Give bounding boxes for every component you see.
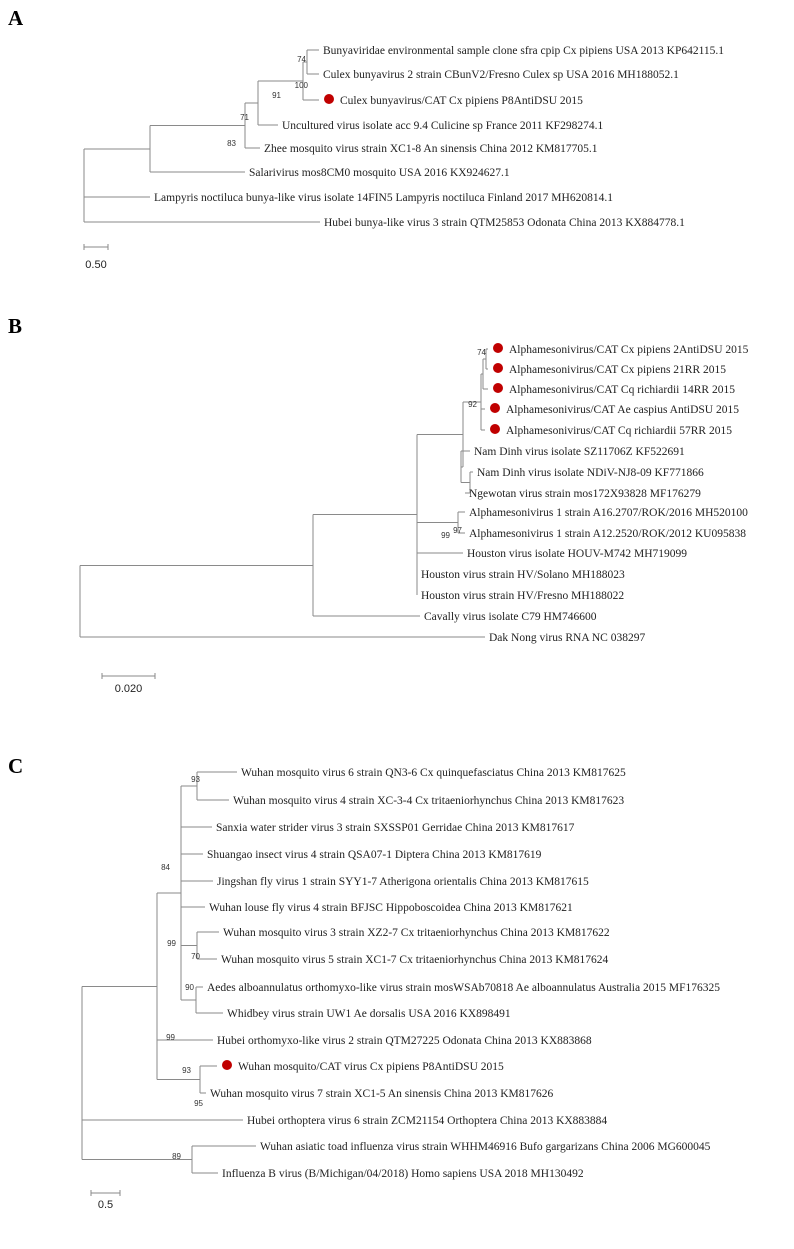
leaf-label: Houston virus strain HV/Fresno MH188022 xyxy=(421,590,625,602)
leaf-label: Hubei orthomyxo-like virus 2 strain QTM27225 Odonata China 2013 KX883868 xyxy=(217,1035,592,1047)
leaf-label: Alphamesonivirus/CAT Cx pipiens 2AntiDSU 2015 xyxy=(509,344,749,356)
scale-bar-label: 0.50 xyxy=(85,259,107,271)
leaf-label: Uncultured virus isolate acc 9.4 Culicine sp France 2011 KF298274.1 xyxy=(282,120,604,132)
leaf-label: Jingshan fly virus 1 strain SYY1-7 Atherigona orientalis China 2013 KM817615 xyxy=(217,876,589,888)
panel-letter-c: C xyxy=(8,754,24,778)
bootstrap-value: 84 xyxy=(161,863,170,872)
panel-letter-a: A xyxy=(8,6,24,30)
leaf-label: Salarivirus mos8CM0 mosquito USA 2016 KX924627.1 xyxy=(249,167,510,179)
leaf-label: Wuhan asiatic toad influenza virus strain WHHM46916 Bufo gargarizans China 2006 MG600045 xyxy=(260,1141,711,1153)
leaf-label: Ngewotan virus strain mos172X93828 MF176279 xyxy=(469,488,701,500)
bootstrap-value: 71 xyxy=(240,113,249,122)
bootstrap-value: 100 xyxy=(294,81,308,90)
bootstrap-value: 99 xyxy=(166,1033,175,1042)
leaf-label: Alphamesonivirus 1 strain A12.2520/ROK/2012 KU095838 xyxy=(469,528,746,540)
bootstrap-value: 95 xyxy=(194,1099,203,1108)
leaf-label: Cavally virus isolate C79 HM746600 xyxy=(424,611,597,623)
leaf-label: Whidbey virus strain UW1 Ae dorsalis USA 2016 KX898491 xyxy=(227,1008,511,1020)
study-sequence-marker xyxy=(490,403,500,413)
bootstrap-value: 93 xyxy=(191,775,200,784)
study-sequence-marker xyxy=(324,94,334,104)
bootstrap-value: 91 xyxy=(272,91,281,100)
bootstrap-value: 83 xyxy=(227,139,236,148)
leaf-label: Bunyaviridae environmental sample clone sfra cpip Cx pipiens USA 2013 KP642115.1 xyxy=(323,45,725,57)
bootstrap-value: 99 xyxy=(167,939,176,948)
leaf-label: Culex bunyavirus/CAT Cx pipiens P8AntiDSU 2015 xyxy=(340,95,583,107)
leaf-label: Dak Nong virus RNA NC 038297 xyxy=(489,632,646,644)
leaf-label: Influenza B virus (B/Michigan/04/2018) Homo sapiens USA 2018 MH130492 xyxy=(222,1168,584,1180)
leaf-label: Alphamesonivirus/CAT Cq richiardii 57RR 2015 xyxy=(506,425,732,437)
study-sequence-marker xyxy=(222,1060,232,1070)
study-sequence-marker xyxy=(493,343,503,353)
leaf-label: Alphamesonivirus/CAT Cx pipiens 21RR 2015 xyxy=(509,364,727,376)
panel-letter-b: B xyxy=(8,314,23,338)
scale-bar-label: 0.5 xyxy=(97,1199,114,1211)
leaf-label: Wuhan mosquito virus 4 strain XC-3-4 Cx tritaeniorhynchus China 2013 KM817623 xyxy=(233,795,625,807)
bootstrap-value: 97 xyxy=(453,526,462,535)
study-sequence-marker xyxy=(493,363,503,373)
leaf-label: Wuhan mosquito virus 7 strain XC1-5 An sinensis China 2013 KM817626 xyxy=(210,1088,554,1100)
leaf-label: Culex bunyavirus 2 strain CBunV2/Fresno Culex sp USA 2016 MH188052.1 xyxy=(323,69,679,81)
leaf-label: Nam Dinh virus isolate NDiV-NJ8-09 KF771866 xyxy=(477,467,704,479)
bootstrap-value: 89 xyxy=(172,1152,181,1161)
leaf-label: Houston virus strain HV/Solano MH188023 xyxy=(421,569,625,581)
leaf-label: Wuhan louse fly virus 4 strain BFJSC Hippoboscoidea China 2013 KM817621 xyxy=(209,902,573,914)
leaf-label: Zhee mosquito virus strain XC1-8 An sinensis China 2012 KM817705.1 xyxy=(264,143,598,155)
study-sequence-marker xyxy=(490,424,500,434)
leaf-label: Hubei bunya-like virus 3 strain QTM25853 Odonata China 2013 KX884778.1 xyxy=(324,217,685,229)
bootstrap-value: 74 xyxy=(477,348,486,357)
tree-text xyxy=(8,6,749,1211)
leaf-label: Houston virus isolate HOUV-M742 MH719099 xyxy=(467,548,687,560)
leaf-label: Alphamesonivirus/CAT Cq richiardii 14RR 2015 xyxy=(509,384,735,396)
leaf-label: Wuhan mosquito virus 6 strain QN3-6 Cx quinquefasciatus China 2013 KM817625 xyxy=(241,767,626,779)
bootstrap-value: 92 xyxy=(468,400,477,409)
leaf-label: Wuhan mosquito virus 3 strain XZ2-7 Cx tritaeniorhynchus China 2013 KM817622 xyxy=(223,927,610,939)
study-sequence-marker xyxy=(493,383,503,393)
leaf-label: Wuhan mosquito virus 5 strain XC1-7 Cx tritaeniorhynchus China 2013 KM817624 xyxy=(221,954,609,966)
bootstrap-value: 99 xyxy=(441,531,450,540)
leaf-label: Aedes alboannulatus orthomyxo-like virus strain mosWSAb70818 Ae alboannulatus Australia 2015 MF176325 xyxy=(207,982,720,994)
leaf-label: Nam Dinh virus isolate SZ11706Z KF522691 xyxy=(474,446,685,458)
leaf-label: Alphamesonivirus/CAT Ae caspius AntiDSU 2015 xyxy=(506,404,739,416)
leaf-label: Shuangao insect virus 4 strain QSA07-1 Diptera China 2013 KM817619 xyxy=(207,849,542,861)
leaf-label: Alphamesonivirus 1 strain A16.2707/ROK/2016 MH520100 xyxy=(469,507,748,519)
bootstrap-value: 93 xyxy=(182,1066,191,1075)
bootstrap-value: 90 xyxy=(185,983,194,992)
leaf-label: Lampyris noctiluca bunya-like virus isolate 14FIN5 Lampyris noctiluca Finland 2017 MH620814.1 xyxy=(154,192,613,204)
scale-bar-label: 0.020 xyxy=(114,683,143,695)
bootstrap-value: 70 xyxy=(191,952,200,961)
leaf-label: Sanxia water strider virus 3 strain SXSSP01 Gerridae China 2013 KM817617 xyxy=(216,822,575,834)
leaf-label: Hubei orthoptera virus 6 strain ZCM21154 Orthoptera China 2013 KX883884 xyxy=(247,1115,608,1127)
bootstrap-value: 74 xyxy=(297,55,306,64)
leaf-label: Wuhan mosquito/CAT virus Cx pipiens P8AntiDSU 2015 xyxy=(238,1061,504,1073)
